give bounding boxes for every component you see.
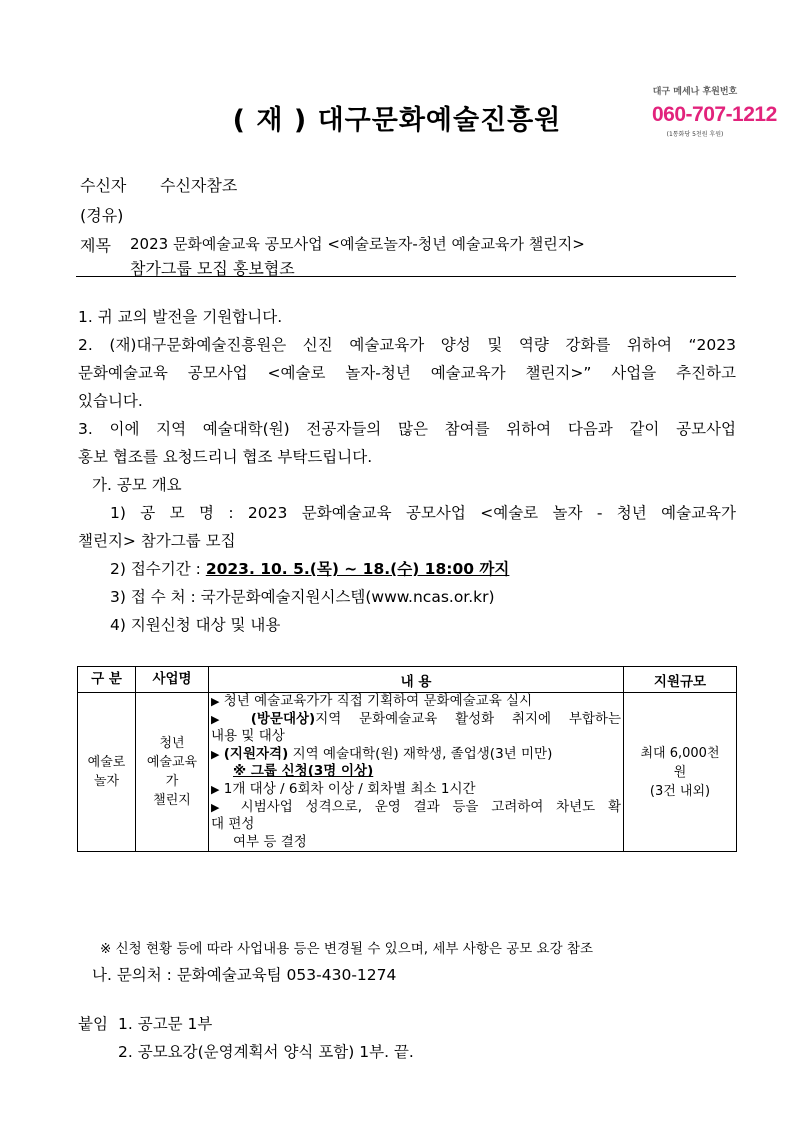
section-ga: 가. 공모 개요 <box>92 476 182 494</box>
scale-line: 원 <box>673 764 687 780</box>
arrow-icon: ▶ <box>211 747 220 761</box>
cell-scale <box>624 693 737 852</box>
table-header-name: 사업명 <box>136 667 209 693</box>
paragraph-3-line-2: 홍보 협조를 요청드리니 협조 부탁드립니다. <box>78 448 373 466</box>
content-line: ▶ (지원자격) 지역 예술대학(원) 재학생, 졸업생(3년 미만) <box>211 745 553 762</box>
content-line: ※ 그룹 신청(3명 이상) <box>233 763 374 780</box>
content-line: ▶ (방문대상)지역 문화예술교육 활성화 취지에 부합하는 <box>211 710 621 727</box>
recipient-label: 수신자 <box>80 176 127 195</box>
scale-line: 최대 6,000천 <box>640 745 720 761</box>
logo-phone: 060-707-1212 <box>652 103 777 126</box>
application-period: 2023. 10. 5.(목) ~ 18.(수) 18:00 까지 <box>205 560 510 578</box>
gubun-line: 예술로 <box>87 755 126 771</box>
mecenat-logo <box>652 84 777 154</box>
name-line: 청년 <box>159 736 185 752</box>
table-header-content: 내 용 <box>209 667 624 693</box>
paragraph-1: 1. 귀 교의 발전을 기원합니다. <box>78 308 283 326</box>
paragraph-2-line-1: 2. (재)대구문화예술진흥원은 신진 예술교육가 양성 및 역량 강화를 위하여 “2023 <box>78 336 736 354</box>
via-label: (경유) <box>80 206 124 225</box>
attachment-1: 1. 공고문 1부 <box>118 1015 213 1033</box>
name-line: 챌린지 <box>153 793 191 809</box>
table-header-row <box>78 667 737 693</box>
logo-note: (1통화당 5천원 후원) <box>666 131 724 138</box>
header-divider <box>76 276 736 277</box>
logo-caption: 대구 메세나 후원번호 <box>652 87 738 97</box>
table-row <box>78 693 737 852</box>
content-line: 내용 및 대상 <box>211 728 285 745</box>
table-header-gubun: 구 분 <box>78 667 136 693</box>
name-line: 가 <box>165 774 179 790</box>
page-title: ( 재 ) 대구문화예술진흥원 <box>232 105 562 136</box>
item-4: 4) 지원신청 대상 및 내용 <box>110 616 281 634</box>
item-2-label: 2) 접수기간 : <box>110 560 206 578</box>
table-header-scale: 지원규모 <box>624 667 737 693</box>
arrow-icon: ▶ <box>211 800 228 814</box>
content-line: 여부 등 결정 <box>233 833 307 850</box>
content-line: ▶ 시범사업 성격으로, 운영 결과 등을 고려하여 차년도 확 <box>211 798 621 815</box>
contact-info: 나. 문의처 : 문화예술교육팀 053-430-1274 <box>92 966 397 984</box>
content-line: 대 편성 <box>211 816 255 833</box>
recipient-value: 수신자참조 <box>160 176 238 195</box>
gubun-line: 놀자 <box>93 774 120 790</box>
cell-gubun <box>78 693 136 852</box>
item-2 <box>110 557 509 579</box>
arrow-icon: ▶ <box>211 712 233 726</box>
arrow-icon: ▶ <box>211 695 220 708</box>
cell-content <box>209 693 624 852</box>
name-line: 예술교육 <box>146 755 198 771</box>
content-line: ▶ 1개 대상 / 6회차 이상 / 회차별 최소 1시간 <box>211 780 476 797</box>
change-notice: ※ 신청 현황 등에 따라 사업내용 등은 변경될 수 있으며, 세부 사항은 공모 요강 참조 <box>100 941 593 957</box>
subject-label: 제목 <box>80 236 111 255</box>
paragraph-3-line-1: 3. 이에 지역 예술대학(원) 전공자들의 많은 참여를 위하여 다음과 같이 공모사업 <box>78 420 736 438</box>
attachment-2: 2. 공모요강(운영계획서 양식 포함) 1부. 끝. <box>118 1043 414 1061</box>
subject-line-1: 2023 문화예술교육 공모사업 <예술로놀자-청년 예술교육가 챌린지> <box>130 235 585 253</box>
attachment-label: 붙임 <box>78 1015 108 1033</box>
cell-program-name <box>136 693 209 852</box>
subject-line-2: 참가그룹 모집 홍보협조 <box>130 259 295 278</box>
paragraph-2-line-3: 있습니다. <box>78 392 143 410</box>
paragraph-2-line-2: 문화예술교육 공모사업 <예술로 놀자-청년 예술교육가 챌린지>” 사업을 추진하고 <box>78 364 736 382</box>
arrow-icon: ▶ <box>211 782 220 796</box>
scale-line: (3건 내외) <box>649 783 711 799</box>
item-1-line-2: 챌린지> 참가그룹 모집 <box>78 532 236 550</box>
item-3: 3) 접 수 처 : 국가문화예술지원시스템(www.ncas.or.kr) <box>110 588 495 606</box>
support-table <box>77 666 737 852</box>
item-1-line-1: 1) 공 모 명 : 2023 문화예술교육 공모사업 <예술로 놀자 - 청년 예술교육가 <box>110 504 736 522</box>
content-line: ▶ 청년 예술교육가가 직접 기획하여 문화예술교육 실시 <box>211 693 533 709</box>
